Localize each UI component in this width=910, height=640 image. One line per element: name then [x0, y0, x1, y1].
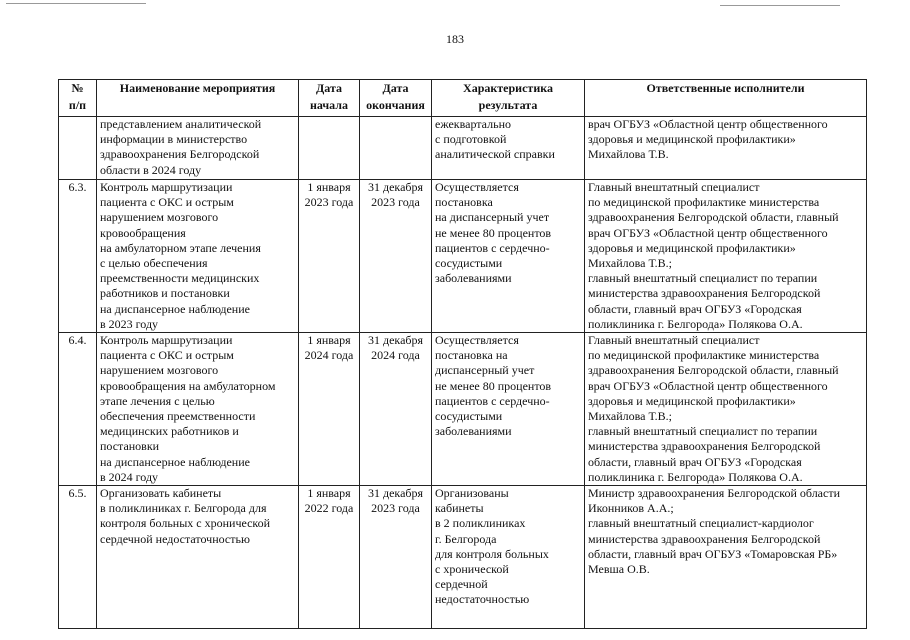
table-row: [59, 333, 867, 486]
header-end-date: Дата окончания: [360, 80, 432, 117]
cell-end-date: 31 декабря 2023 года: [360, 486, 432, 629]
header-event-name: Наименование мероприятия: [97, 80, 299, 117]
cell-result: Организованы кабинеты в 2 поликлиниках г. Белгорода для контроля больных с хронической сердечной недостаточностью: [432, 486, 585, 629]
cell-start-date: 1 января 2024 года: [299, 333, 360, 486]
header-number: № п/п: [59, 80, 97, 117]
table-row: [59, 180, 867, 333]
cell-end-date: [360, 117, 432, 180]
cell-event-name: представлением аналитической информации в министерство здравоохранения Белгородской области в 2024 году: [97, 117, 299, 180]
cell-responsible: врач ОГБУЗ «Областной центр общественного здоровья и медицинской профилактики» Михайлова Т.В.: [585, 117, 867, 180]
table-row: [59, 486, 867, 629]
cell-start-date: [299, 117, 360, 180]
cell-end-date: 31 декабря 2023 года: [360, 180, 432, 333]
table-row: [59, 117, 867, 180]
scan-mark-top-left: [6, 3, 146, 4]
cell-number: 6.3.: [59, 180, 97, 333]
cell-event-name: Контроль маршрутизации пациента с ОКС и острым нарушением мозгового кровообращения на амбулаторном этапе лечения с целью обеспечения преемственности медицинских работников и постановки на диспансерное наблюдение в 2024 году: [97, 333, 299, 486]
cell-responsible: Министр здравоохранения Белгородской области Иконников А.А.; главный внештатный специалист-кардиолог министерства здравоохранения Белгородской области, главный врач ОГБУЗ «Томаровская РБ» Мевша О.В.: [585, 486, 867, 629]
cell-end-date: 31 декабря 2024 года: [360, 333, 432, 486]
cell-number: 6.4.: [59, 333, 97, 486]
cell-result: Осуществляется постановка на диспансерный учет не менее 80 процентов пациентов с сердечно- сосудистыми заболеваниями: [432, 180, 585, 333]
header-result: Характеристика результата: [432, 80, 585, 117]
cell-event-name: Контроль маршрутизации пациента с ОКС и острым нарушением мозгового кровообращения на амбулаторном этапе лечения с целью обеспечения преемственности медицинских работников и постановки на диспансерное наблюдение в 2023 году: [97, 180, 299, 333]
scan-mark-top-right: [720, 5, 840, 6]
cell-responsible: Главный внештатный специалист по медицинской профилактике министерства здравоохранения Белгородской области, главный врач ОГБУЗ «Областной центр общественного здоровья и медицинской профилактики» Михайлова Т.В.; главный внештатный специалист по терапии министерства здравоохранения Белгородской области, главный врач ОГБУЗ «Городская поликлиника г. Белгорода» Полякова О.А.: [585, 180, 867, 333]
header-start-date: Дата начала: [299, 80, 360, 117]
events-table: [58, 79, 867, 629]
table-header-row: [59, 80, 867, 117]
page-number: 183: [446, 32, 464, 46]
cell-start-date: 1 января 2023 года: [299, 180, 360, 333]
cell-number: 6.5.: [59, 486, 97, 629]
cell-responsible: Главный внештатный специалист по медицинской профилактике министерства здравоохранения Белгородской области, главный врач ОГБУЗ «Областной центр общественного здоровья и медицинской профилактики» Михайлова Т.В.; главный внештатный специалист по терапии министерства здравоохранения Белгородской области, главный врач ОГБУЗ «Городская поликлиника г. Белгорода» Полякова О.А.: [585, 333, 867, 486]
cell-number: [59, 117, 97, 180]
cell-start-date: 1 января 2022 года: [299, 486, 360, 629]
cell-result: ежеквартально с подготовкой аналитической справки: [432, 117, 585, 180]
cell-result: Осуществляется постановка на диспансерный учет не менее 80 процентов пациентов с сердечно- сосудистыми заболеваниями: [432, 333, 585, 486]
header-responsible: Ответственные исполнители: [585, 80, 867, 117]
cell-event-name: Организовать кабинеты в поликлиниках г. Белгорода для контроля больных с хронической сердечной недостаточностью: [97, 486, 299, 629]
